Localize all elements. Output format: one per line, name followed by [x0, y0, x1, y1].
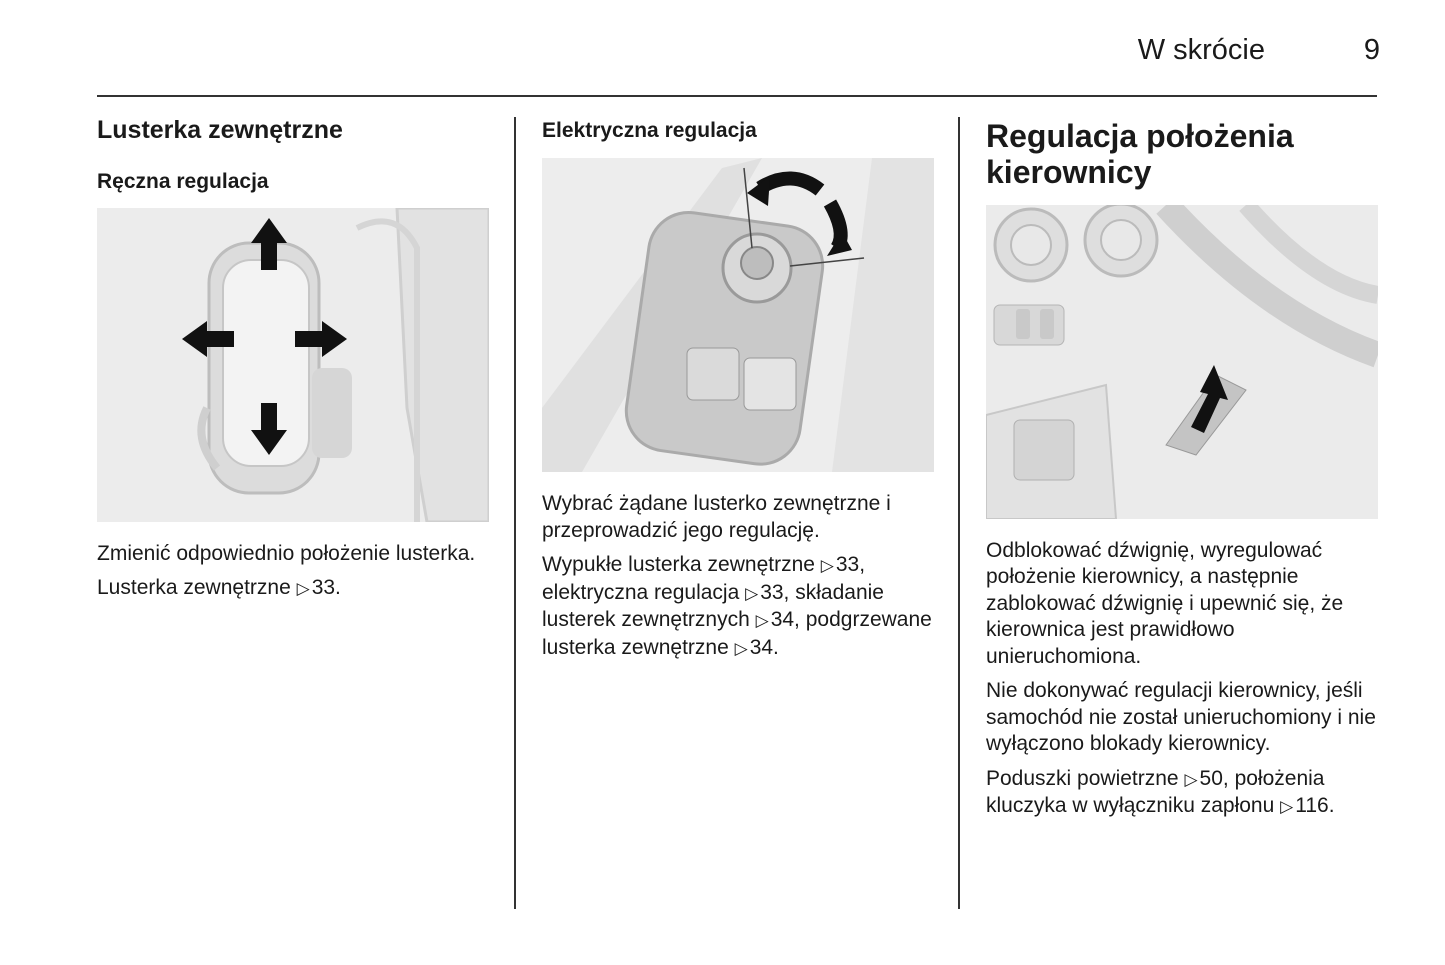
page-ref-link[interactable]: ▷ 33.: [297, 576, 341, 599]
paragraph-unlock-lever: Odblokować dźwignię, wyregulować położenie kierownicy, a następnie zablokować dźwignię i upewnić się, że kierownica jest prawidłowo unieruchomiona.: [986, 538, 1344, 668]
ref-text: Wypukłe lusterka zewnętrzne: [542, 553, 815, 577]
page-ref-link[interactable]: ▷ 33,: [821, 553, 865, 576]
steering-adjustment-illustration: [986, 205, 1378, 519]
ref-text: składanie lusterek zewnętrznych: [542, 580, 884, 632]
column-manual-mirror: [97, 115, 492, 603]
page-ref-link[interactable]: ▷ 33,: [745, 581, 789, 604]
page-ref-link[interactable]: ▷ 34,: [756, 608, 800, 631]
column-divider-2: [958, 117, 960, 909]
column-electric-mirror: [542, 115, 937, 662]
paragraph-select-mirror: Wybrać żądane lusterko zewnętrzne i przeprowadzić jego regulację.: [542, 492, 891, 542]
page-ref-link[interactable]: ▷ 50,: [1184, 767, 1228, 790]
paragraph-mirror-refs: [542, 552, 937, 662]
electric-mirror-switch-illustration: [542, 158, 934, 472]
manual-mirror-illustration: [97, 208, 489, 522]
paragraph-steering-refs: [986, 766, 1381, 821]
column-steering-wheel: [986, 115, 1381, 821]
paragraph-change-position: Zmienić odpowiednio położenie lusterka.: [97, 541, 476, 565]
ref-text: położenia kluczyka w wyłączniku zapłonu: [986, 766, 1325, 818]
paragraph-warning: Nie dokonywać regulacji kierownicy, jeśli samochód nie został unieruchomiony i nie wyłączono blokady kierownicy.: [986, 679, 1376, 756]
page-ref-link[interactable]: ▷ 116.: [1280, 794, 1334, 817]
ref-text: Lusterka zewnętrzne: [97, 576, 291, 600]
paragraph-mirrors-ref: [97, 575, 492, 603]
page-number: 9: [1363, 34, 1380, 66]
header-divider: [97, 95, 1377, 97]
ref-text: elektryczna regulacja: [542, 580, 740, 604]
section-heading-steering: Regulacja położenia kierownicy: [986, 118, 1294, 190]
column-divider-1: [514, 117, 516, 909]
subheading-manual: Ręczna regulacja: [97, 170, 269, 194]
subheading-electric: Elektryczna regulacja: [542, 119, 757, 142]
ref-text: Poduszki powietrzne: [986, 766, 1179, 790]
page-ref-link[interactable]: ▷ 34.: [735, 636, 779, 659]
ref-text: podgrzewane lusterka zewnętrzne: [542, 608, 932, 659]
section-heading-mirrors: Lusterka zewnętrzne: [97, 116, 343, 144]
running-header-title: W skrócie: [1137, 34, 1265, 66]
